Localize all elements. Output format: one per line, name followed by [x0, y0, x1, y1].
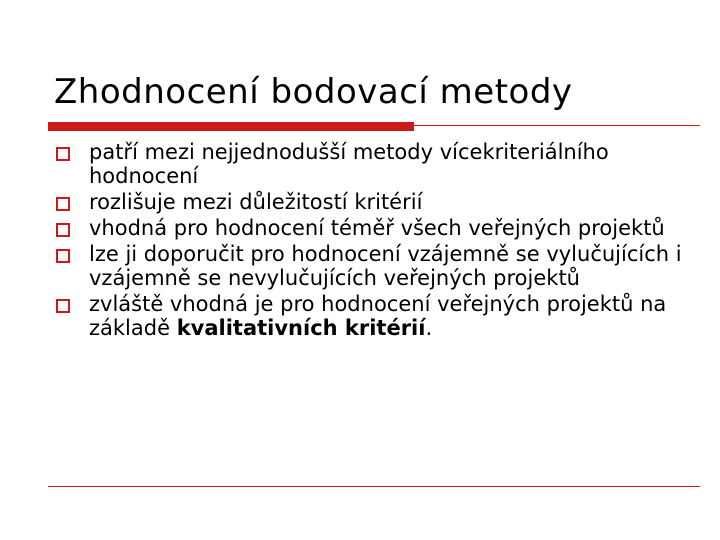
bullet-item: [52, 216, 692, 240]
title-underline: [48, 122, 700, 131]
bullet-list: [52, 140, 692, 342]
bullet-text: rozlišuje mezi důležitostí kritérií: [89, 190, 423, 214]
hollow-square-icon: [56, 249, 70, 263]
bullet-item: [52, 292, 692, 340]
bullet-item: [52, 190, 692, 214]
bullet-text: lze ji doporučit pro hodnocení vzájemně se vylučujících i vzájemně se nevylučujících veřejných projektů: [89, 242, 682, 290]
hollow-square-icon: [56, 223, 70, 237]
bullet-text: zvláště vhodná je pro hodnocení veřejných projektů na základě: [89, 292, 667, 340]
bullet-item: [52, 140, 692, 188]
title-underline-thick: [48, 122, 414, 131]
bullet-item: [52, 242, 692, 290]
bullet-text: patří mezi nejjednodušší metody vícekriteriálního hodnocení: [89, 140, 609, 188]
bullet-suffix: .: [425, 316, 433, 340]
hollow-square-icon: [56, 147, 70, 161]
hollow-square-icon: [56, 299, 70, 313]
hollow-square-icon: [56, 197, 70, 211]
bullet-text: vhodná pro hodnocení téměř všech veřejných projektů: [89, 216, 665, 240]
footer-rule: [48, 486, 700, 487]
bullet-bold-text: kvalitativních kritérií: [176, 316, 426, 340]
title-underline-thin: [414, 125, 700, 126]
slide-title: Zhodnocení bodovací metody: [54, 72, 573, 112]
